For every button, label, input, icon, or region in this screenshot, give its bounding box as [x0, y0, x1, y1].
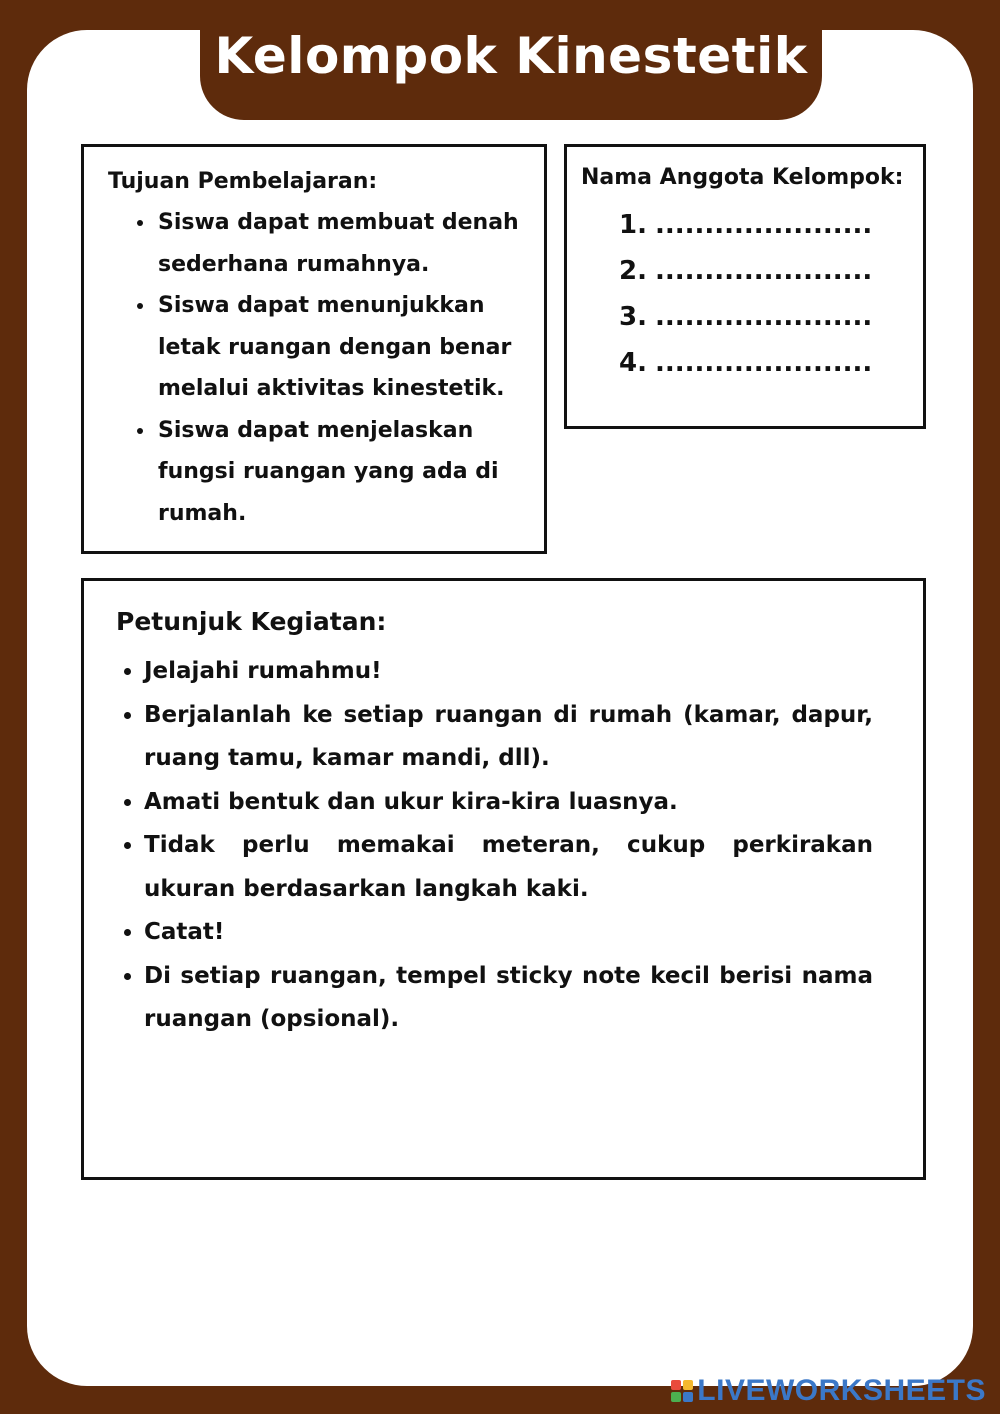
learning-goals-box: [81, 144, 547, 554]
list-item: • Di setiap ruangan, tempel sticky note kecil berisi nama ruangan (opsional).: [144, 955, 873, 1042]
group-members-heading: Nama Anggota Kelompok:: [581, 165, 904, 190]
liveworksheets-logo-icon: [671, 1380, 693, 1402]
page-title: Kelompok Kinestetik: [214, 27, 808, 85]
member-name-blank[interactable]: ......................: [655, 210, 873, 240]
list-item: • Amati bentuk dan ukur kira-kira luasnya.: [144, 781, 873, 825]
member-number: 3.: [619, 302, 647, 332]
list-item: • Berjalanlah ke setiap ruangan di rumah (kamar, dapur, ruang tamu, kamar mandi, dll).: [144, 694, 873, 781]
member-name-blank[interactable]: ......................: [655, 348, 873, 378]
list-item: • Siswa dapat menunjukkan letak ruangan dengan benar melalui aktivitas kinestetik.: [156, 285, 522, 410]
member-row[interactable]: [619, 340, 913, 386]
member-name-blank[interactable]: ......................: [655, 256, 873, 286]
member-row[interactable]: [619, 202, 913, 248]
title-banner: [200, 0, 822, 120]
liveworksheets-watermark: [671, 1374, 986, 1408]
member-number: 1.: [619, 210, 647, 240]
list-item: • Siswa dapat membuat denah sederhana rumahnya.: [156, 202, 522, 285]
activity-instructions-box: [81, 578, 926, 1180]
activity-instructions-list: [114, 650, 873, 1042]
group-members-box: [564, 144, 926, 429]
member-row[interactable]: [619, 248, 913, 294]
learning-goals-heading: Tujuan Pembelajaran:: [108, 169, 378, 194]
member-number: 2.: [619, 256, 647, 286]
list-item: • Tidak perlu memakai meteran, cukup perkirakan ukuran berdasarkan langkah kaki.: [144, 824, 873, 911]
list-item: • Jelajahi rumahmu!: [144, 650, 873, 694]
member-number: 4.: [619, 348, 647, 378]
member-row[interactable]: [619, 294, 913, 340]
watermark-text: LIVEWORKSHEETS: [697, 1374, 986, 1407]
list-item: • Catat!: [144, 911, 873, 955]
group-members-list: [581, 202, 913, 386]
list-item: • Siswa dapat menjelaskan fungsi ruangan yang ada di rumah.: [156, 410, 522, 535]
member-name-blank[interactable]: ......................: [655, 302, 873, 332]
activity-instructions-heading: Petunjuk Kegiatan:: [116, 607, 387, 636]
learning-goals-list: [108, 202, 522, 534]
